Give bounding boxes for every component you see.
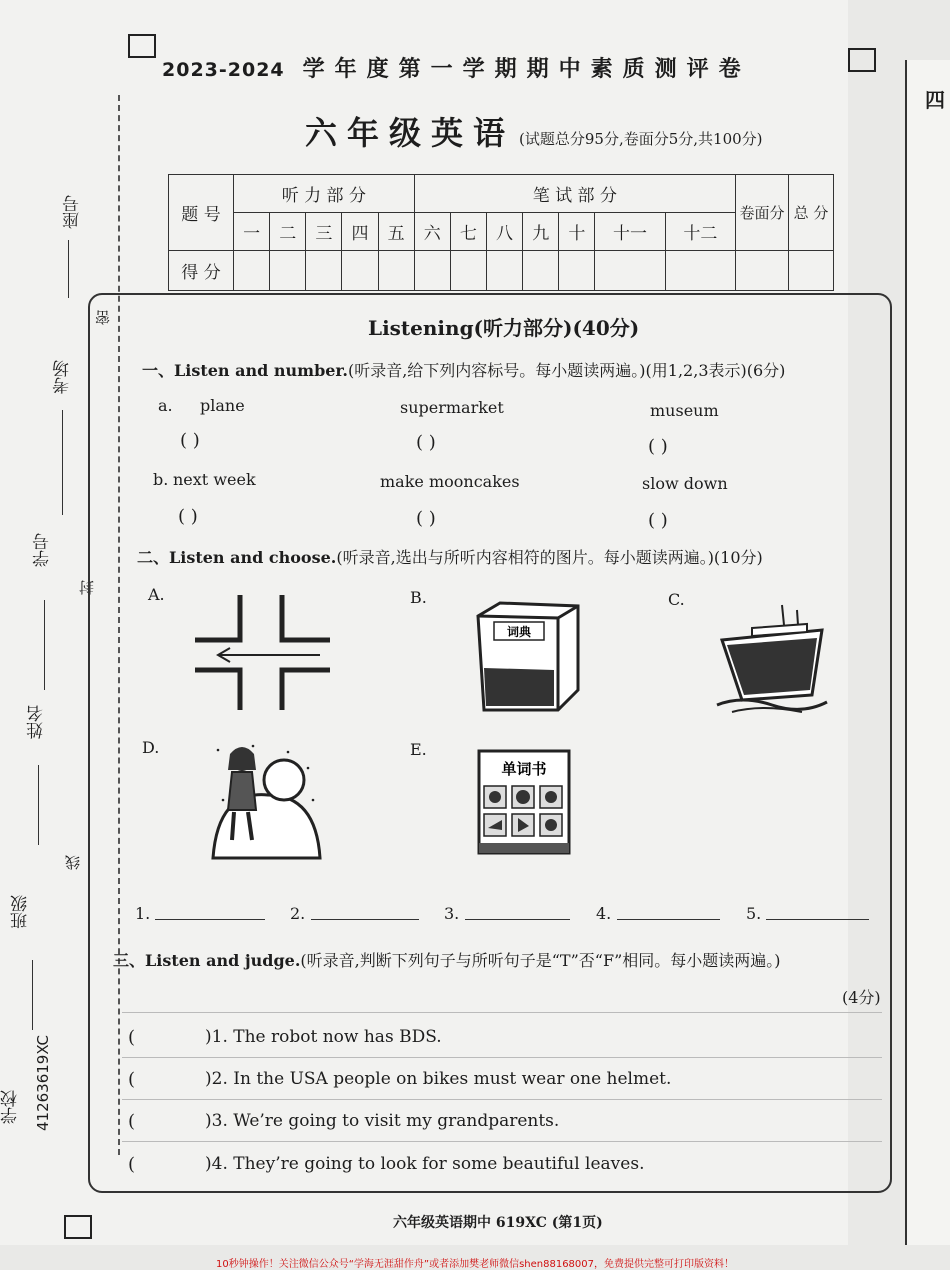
paper-code: 41263619XC: [34, 1035, 52, 1132]
blank-label-3: 3.: [444, 904, 460, 923]
score-cell[interactable]: [306, 251, 342, 291]
answer-line-4[interactable]: [617, 919, 720, 920]
word-plane: plane: [200, 396, 245, 415]
judge-item-4: )4. They’re going to look for some beautiful leaves.: [205, 1154, 645, 1174]
answer-blank[interactable]: ( ): [416, 508, 436, 529]
exam-title: 2023-2024 学年度第一学期期中素质测评卷: [162, 56, 751, 82]
blank-label-5: 5.: [746, 904, 762, 923]
dictionary-title: 词典: [506, 625, 532, 639]
question-number-cell: 十一: [595, 213, 665, 251]
judge-blank[interactable]: (: [128, 1111, 136, 1132]
score-cell[interactable]: [665, 251, 735, 291]
listening-part-header: 听 力 部 分: [234, 175, 415, 213]
question-number-cell: 三: [306, 213, 342, 251]
question-number-cell: 七: [450, 213, 486, 251]
word-slow-down: slow down: [642, 474, 728, 493]
question-number-cell: 二: [270, 213, 306, 251]
score-cell[interactable]: [378, 251, 414, 291]
part3-points: (4分): [842, 988, 881, 1007]
word-next-week: next week: [173, 470, 256, 489]
next-page-edge: [905, 60, 950, 1245]
score-cell[interactable]: [486, 251, 522, 291]
answer-line-5[interactable]: [766, 919, 869, 920]
subject-title: 六年级英语 (试题总分95分,卷面分5分,共100分): [305, 114, 763, 152]
picture-label-a: A.: [148, 585, 165, 604]
question-number-cell: 四: [342, 213, 378, 251]
seat-label: 座号: [63, 195, 83, 229]
listening-heading: Listening(听力部分)(40分): [368, 316, 640, 340]
writing-part-header: 笔 试 部 分: [414, 175, 735, 213]
neatness-score-cell[interactable]: [736, 251, 789, 291]
watermark-banner: 10秒钟操作！关注微信公众号“学海无涯甜作舟”或者添加樊老师微信shen88168007，免费提供完整可打印版资料！: [215, 1259, 735, 1270]
answer-blank[interactable]: ( ): [178, 506, 198, 527]
part3-title: 三、Listen and judge.(听录音,判断下列句子与所听句子是“T”否“F”相同。每小题读两遍。): [113, 951, 781, 970]
question-number-cell: 一: [234, 213, 270, 251]
ship-icon: [712, 600, 830, 718]
corner-box: [848, 48, 876, 72]
blank-label-2: 2.: [290, 904, 306, 923]
snowman-girl-icon: [208, 740, 323, 862]
question-number-cell: 六: [414, 213, 450, 251]
corner-box: [128, 34, 156, 58]
score-cell[interactable]: [559, 251, 595, 291]
answer-line-2[interactable]: [311, 919, 419, 920]
judge-item-3: )3. We’re going to visit my grandparents.: [205, 1111, 560, 1131]
judge-item-2: )2. In the USA people on bikes must wear one helmet.: [205, 1069, 672, 1089]
word-book-title: 单词书: [501, 760, 547, 778]
judge-item-1: )1. The robot now has BDS.: [205, 1027, 442, 1047]
class-label: 班级: [11, 895, 31, 929]
answer-line-1[interactable]: [155, 919, 265, 920]
word-make-mooncakes: make mooncakes: [380, 472, 520, 491]
word-book-icon: [474, 748, 574, 858]
dictionary-icon: [470, 598, 590, 718]
room-label: 考场: [53, 360, 73, 394]
total-header: 总 分: [789, 175, 834, 251]
crossroads-icon: [190, 590, 335, 715]
question-number-cell: 五: [378, 213, 414, 251]
next-page-mark: 四: [925, 88, 945, 112]
score-cell[interactable]: [270, 251, 306, 291]
group-a-label: a.: [158, 396, 173, 415]
blank-label-1: 1.: [135, 904, 151, 923]
score-cell[interactable]: [234, 251, 270, 291]
score-cell[interactable]: [595, 251, 665, 291]
part1-title: 一、Listen and number.(听录音,给下列内容标号。每小题读两遍。)(用1,2,3表示)(6分): [142, 361, 786, 380]
word-museum: museum: [650, 401, 719, 420]
judge-blank[interactable]: (: [128, 1154, 136, 1175]
total-score-cell[interactable]: [789, 251, 834, 291]
picture-label-e: E.: [410, 740, 427, 759]
answer-blank[interactable]: ( ): [648, 436, 668, 457]
picture-label-c: C.: [668, 590, 685, 609]
judge-blank[interactable]: (: [128, 1069, 136, 1090]
school-label: 学校: [1, 1090, 21, 1124]
picture-label-d: D.: [142, 738, 160, 757]
picture-label-b: B.: [410, 588, 427, 607]
score-note: (试题总分95分,卷面分5分,共100分): [519, 130, 763, 148]
word-supermarket: supermarket: [400, 398, 504, 417]
group-b-label: b.: [153, 470, 169, 489]
corner-box: [64, 1215, 92, 1239]
name-label: 姓名: [27, 705, 47, 739]
row-label-question: 题 号: [169, 175, 234, 251]
score-cell[interactable]: [342, 251, 378, 291]
score-cell[interactable]: [450, 251, 486, 291]
score-cell[interactable]: [523, 251, 559, 291]
page-footer: 六年级英语期中 619XC (第1页): [393, 1215, 603, 1231]
seal-char-feng: 封: [78, 580, 96, 595]
part2-title: 二、Listen and choose.(听录音,选出与所听内容相符的图片。每小题读两遍。)(10分): [137, 548, 763, 567]
judge-blank[interactable]: (: [128, 1027, 136, 1048]
question-number-cell: 八: [486, 213, 522, 251]
seal-char-mi: 密: [94, 310, 112, 325]
answer-line-3[interactable]: [465, 919, 570, 920]
answer-blank[interactable]: ( ): [648, 510, 668, 531]
score-table: [168, 174, 834, 291]
question-number-cell: 十二: [665, 213, 735, 251]
seal-char-xian: 线: [64, 855, 82, 870]
student-number-label: 学号: [33, 533, 53, 567]
neatness-header: 卷面分: [736, 175, 789, 251]
blank-label-4: 4.: [596, 904, 612, 923]
answer-blank[interactable]: ( ): [416, 432, 436, 453]
question-number-cell: 九: [523, 213, 559, 251]
row-label-score: 得 分: [169, 251, 234, 291]
score-cell[interactable]: [414, 251, 450, 291]
answer-blank[interactable]: ( ): [180, 430, 200, 451]
question-number-cell: 十: [559, 213, 595, 251]
